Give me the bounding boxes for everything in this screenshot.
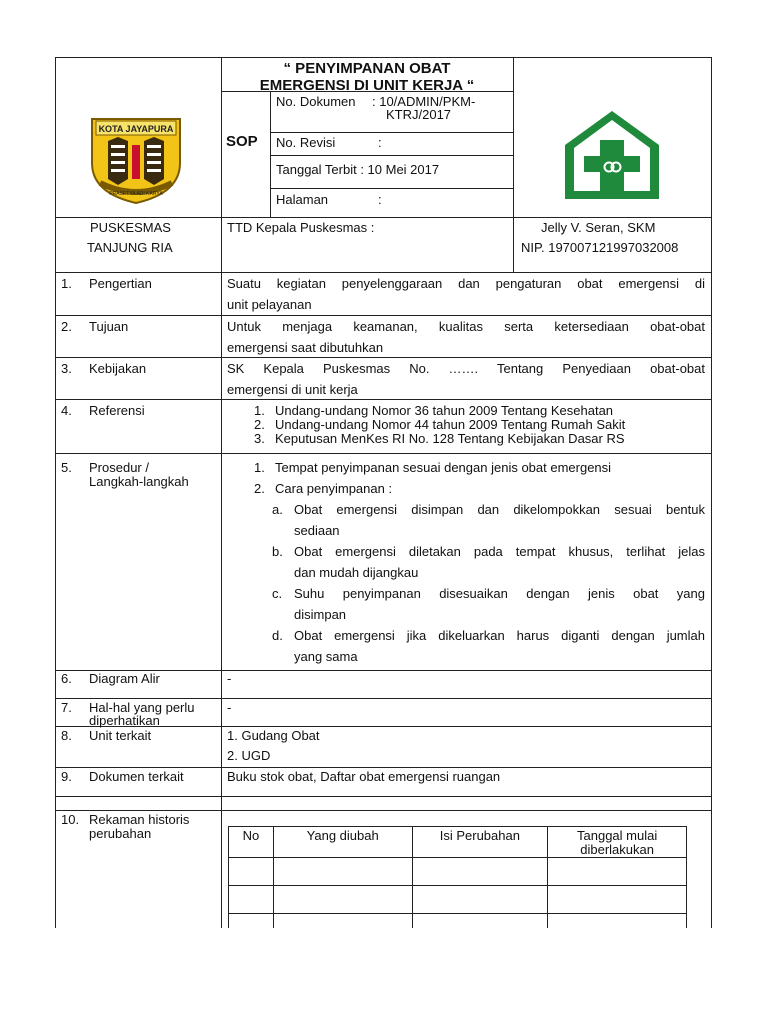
row-3-number: 3.	[61, 361, 72, 376]
row-2-text-line-2: emergensi saat dibutuhkan	[227, 340, 384, 355]
kota-jayapura-logo	[86, 105, 186, 205]
row-6-number: 6.	[61, 671, 72, 686]
table-row	[229, 858, 687, 886]
substep-c-letter: c.	[272, 586, 283, 601]
row-5-label-line-1: Prosedur /	[89, 460, 149, 475]
table-cell	[273, 914, 412, 928]
step-2: Cara penyimpanan :	[275, 481, 393, 496]
reference-1-number: 1.	[254, 403, 265, 418]
row-4-label: Referensi	[89, 403, 145, 418]
substep-a-line-2: sediaan	[294, 523, 340, 538]
reference-3: Keputusan MenKes RI No. 128 Tentang Kebijakan Dasar RS	[275, 431, 625, 446]
reference-2-number: 2.	[254, 417, 265, 432]
table-cell	[273, 858, 412, 886]
row-6-label: Diagram Alir	[89, 671, 160, 686]
sop-label: SOP	[226, 133, 258, 150]
title-line-1: “ PENYIMPANAN OBAT	[283, 60, 451, 77]
row-9-value: Buku stok obat, Daftar obat emergensi ruangan	[227, 769, 501, 784]
table-row	[229, 914, 687, 928]
row-9-number: 9.	[61, 769, 72, 784]
table-cell	[229, 914, 274, 928]
substep-d-line-1: Obat emergensi jika dikeluarkan harus diganti dengan jumlah	[294, 628, 705, 643]
table-cell	[412, 886, 548, 914]
header-changed: Yang diubah	[273, 827, 412, 858]
puskesmas-logo	[562, 108, 662, 202]
row-7-number: 7.	[61, 700, 72, 715]
substep-c-line-1: Suhu penyimpanan disesuaikan dengan jenis obat yang	[294, 586, 705, 601]
table-cell	[273, 886, 412, 914]
row-10-number: 10.	[61, 812, 80, 827]
row-8-label: Unit terkait	[89, 728, 152, 743]
row-8-number: 8.	[61, 728, 72, 743]
row-6-value: -	[227, 671, 232, 686]
row-7-label-line-1: Hal-hal yang perlu	[89, 700, 195, 715]
document-title	[222, 60, 512, 94]
row-2-label: Tujuan	[89, 319, 129, 334]
table-cell	[229, 886, 274, 914]
revision-value: :	[378, 135, 382, 150]
title-line-2: EMERGENSI DI UNIT KERJA “	[259, 77, 475, 94]
row-5-label-line-2: Langkah-langkah	[89, 474, 189, 489]
unit-2: 2. UGD	[227, 748, 271, 763]
doc-number-label: No. Dokumen	[276, 94, 356, 109]
substep-c-line-2: disimpan	[294, 607, 347, 622]
substep-b-line-2: dan mudah dijangkau	[294, 565, 419, 580]
row-1-number: 1.	[61, 276, 72, 291]
reference-2: Undang-undang Nomor 44 tahun 2009 Tentang Rumah Sakit	[275, 417, 626, 432]
revision-label: No. Revisi	[276, 135, 336, 150]
table-cell	[548, 886, 687, 914]
unit-1: 1. Gudang Obat	[227, 728, 320, 743]
header-effective-date	[548, 827, 687, 858]
row-7-label-line-2: diperhatikan	[89, 713, 160, 728]
row-3-text-line-1: SK Kepala Puskesmas No. ……. Tentang Penyediaan obat-obat	[227, 361, 705, 376]
row-3-text-line-2: emergensi di unit kerja	[227, 382, 358, 397]
row-2-number: 2.	[61, 319, 72, 334]
issue-date: Tanggal Terbit : 10 Mei 2017	[276, 162, 440, 177]
org-name-line-2: TANJUNG RIA	[87, 240, 173, 255]
row-7-value: -	[227, 700, 232, 715]
table-cell	[412, 858, 548, 886]
page-label: Halaman	[276, 192, 329, 207]
table-cell	[548, 858, 687, 886]
row-9-label: Dokumen terkait	[89, 769, 184, 784]
step-1: Tempat penyimpanan sesuai dengan jenis obat emergensi	[275, 460, 612, 475]
header-content: Isi Perubahan	[412, 827, 548, 858]
row-1-label: Pengertian	[89, 276, 152, 291]
reference-1: Undang-undang Nomor 36 tahun 2009 Tentang Kesehatan	[275, 403, 614, 418]
row-1-text-line-1: Suatu kegiatan penyelenggaraan dan pengaturan obat emergensi di	[227, 276, 705, 291]
doc-number-value-2: KTRJ/2017	[386, 107, 452, 122]
row-2-text-line-1: Untuk menjaga keamanan, kualitas serta ketersediaan obat-obat	[227, 319, 705, 334]
signature-label: TTD Kepala Puskesmas :	[227, 220, 375, 235]
substep-d-letter: d.	[272, 628, 283, 643]
step-1-number: 1.	[254, 460, 265, 475]
substep-a-line-1: Obat emergensi disimpan dan dikelompokkan sesuai bentuk	[294, 502, 705, 517]
row-10-label-line-1: Rekaman historis	[89, 812, 190, 827]
org-name-line-1: PUSKESMAS	[90, 220, 171, 235]
table-cell	[229, 858, 274, 886]
step-2-number: 2.	[254, 481, 265, 496]
page-value: :	[378, 192, 382, 207]
svg-text:PRASETYA ADI KARYA: PRASETYA ADI KARYA	[109, 191, 163, 197]
header-effective-date-line-1: Tanggal mulai	[577, 828, 658, 843]
substep-b-letter: b.	[272, 544, 283, 559]
substep-a-letter: a.	[272, 502, 283, 517]
table-cell	[548, 914, 687, 928]
table-row	[229, 886, 687, 914]
reference-3-number: 3.	[254, 431, 265, 446]
header-no: No	[229, 827, 274, 858]
table-cell	[412, 914, 548, 928]
head-nip: NIP. 197007121997032008	[521, 240, 679, 255]
svg-text:KOTA JAYAPURA: KOTA JAYAPURA	[98, 124, 174, 134]
row-3-label: Kebijakan	[89, 361, 147, 376]
head-name: Jelly V. Seran, SKM	[541, 220, 656, 235]
history-table-header	[229, 827, 687, 858]
row-10-label-line-2: perubahan	[89, 826, 152, 841]
history-table	[228, 826, 687, 928]
row-1-text-line-2: unit pelayanan	[227, 297, 312, 312]
row-5-number: 5.	[61, 460, 72, 475]
substep-d-line-2: yang sama	[294, 649, 358, 664]
doc-number-value: : 10/ADMIN/PKM-	[372, 94, 476, 109]
header-effective-date-line-2: diberlakukan	[580, 842, 654, 857]
substep-b-line-1: Obat emergensi diletakan pada tempat khusus, terlihat jelas	[294, 544, 705, 559]
row-4-number: 4.	[61, 403, 72, 418]
